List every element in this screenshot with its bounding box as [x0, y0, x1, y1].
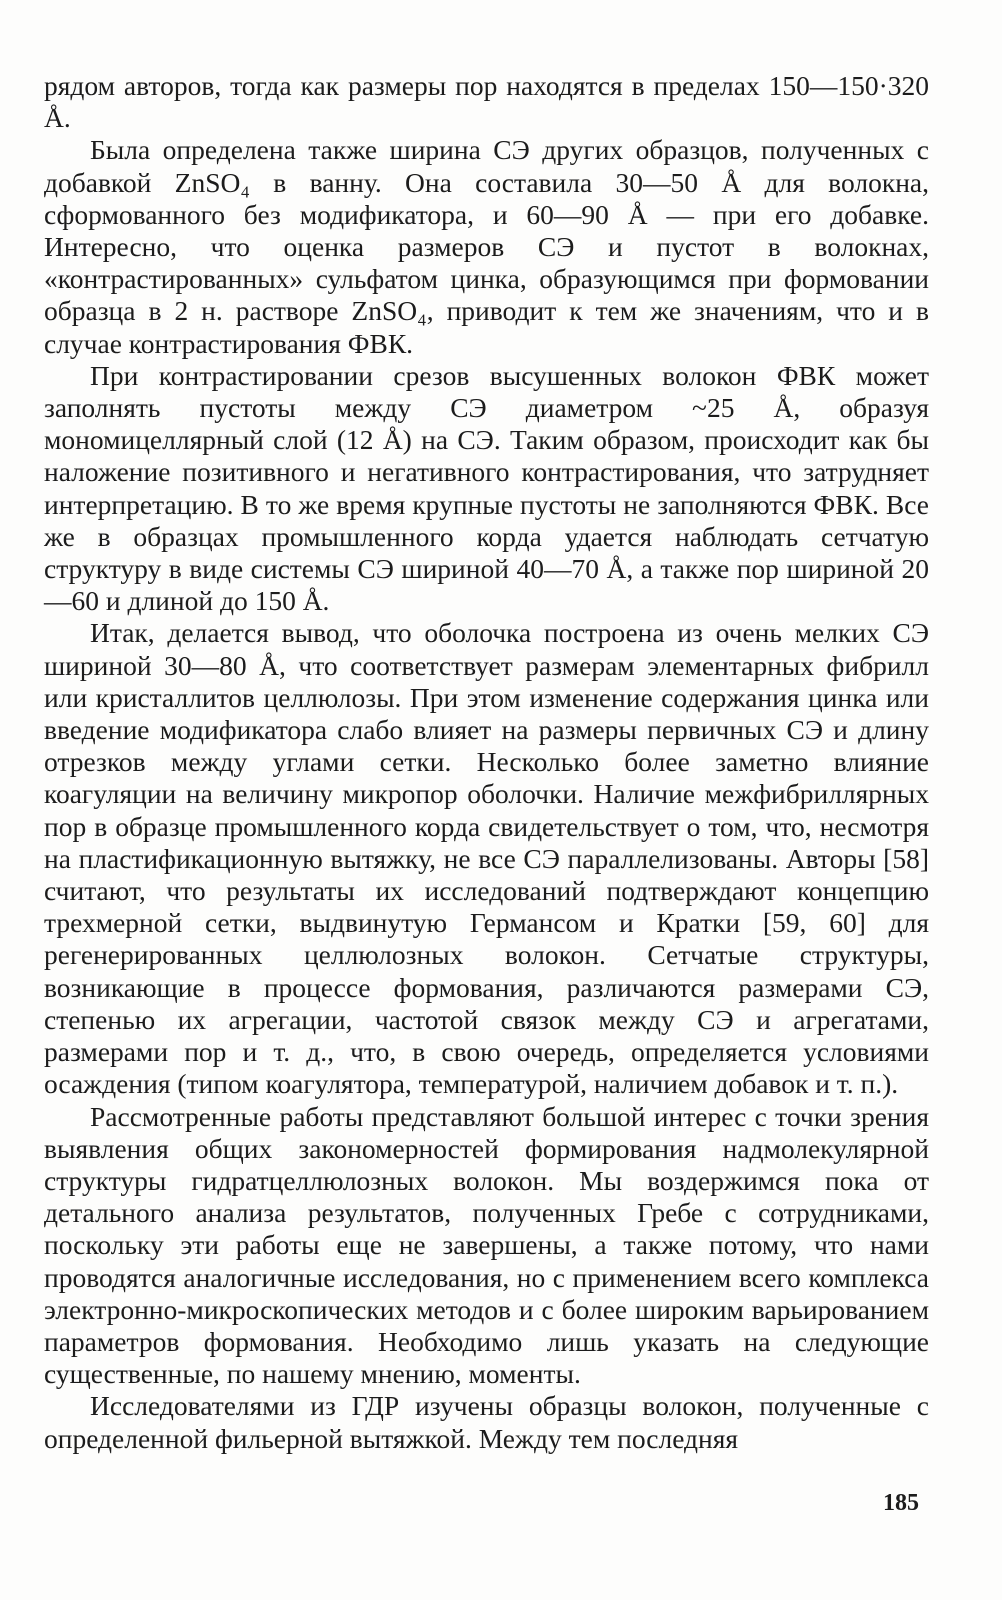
- paragraph-2: Была определена также ширина СЭ других образцов, полученных с добавкой ZnSO₄ в ванну. Она составила 30—50 Å для волокна, сформованного без модификатора, и 60—90 Å — при его добавке. Интересно, что оценка размеров СЭ и пустот в волокнах, «контрастированных» сульфатом цинка, образующимся при формовании образца в 2 н. растворе ZnSO₄, приводит к тем же значениям, что и в случае контрастирования ФВК.: [44, 134, 929, 359]
- body-text: [44, 70, 929, 1455]
- paragraph-3: При контрастировании срезов высушенных волокон ФВК может заполнять пустоты между СЭ диаметром ~25 Å, образуя мономицеллярный слой (12 Å) на СЭ. Таким образом, происходит как бы наложение позитивного и негативного контрастирования, что затрудняет интерпретацию. В то же время крупные пустоты не заполняются ФВК. Все же в образцах промышленного корда удается наблюдать сетчатую структуру в виде системы СЭ шириной 40—70 Å, а также пор шириной 20—60 и длиной до 150 Å.: [44, 359, 929, 617]
- page-number: 185: [883, 1490, 919, 1516]
- paragraph-5: Рассмотренные работы представляют большой интерес с точки зрения выявления общих закономерностей формирования надмолекулярной структуры гидратцеллюлозных волокон. Мы воздержимся пока от детального анализа результатов, полученных Гребе с сотрудниками, поскольку эти работы еще не завершены, а также потому, что нами проводятся аналогичные исследования, но с применением всего комплекса электронно-микроскопических методов и с более широким варьированием параметров формования. Необходимо лишь указать на следующие существенные, по нашему мнению, моменты.: [44, 1100, 929, 1390]
- paragraph-4: Итак, делается вывод, что оболочка построена из очень мелких СЭ шириной 30—80 Å, что соответствует размерам элементарных фибрилл или кристаллитов целлюлозы. При этом изменение содержания цинка или введение модификатора слабо влияет на размеры первичных СЭ и длину отрезков между углами сетки. Несколько более заметно влияние коагуляции на величину микропор оболочки. Наличие межфибриллярных пор в образце промышленного корда свидетельствует о том, что, несмотря на пластификационную вытяжку, не все СЭ параллелизованы. Авторы [58] считают, что результаты их исследований подтверждают концепцию трехмерной сетки, выдвинутую Германсом и Кратки [59, 60] для регенерированных целлюлозных волокон. Сетчатые структуры, возникающие в процессе формования, различаются размерами СЭ, степенью их агрегации, частотой связок между СЭ и агрегатами, размерами пор и т. д., что, в свою очередь, определяется условиями осаждения (типом коагулятора, температурой, наличием добавок и т. п.).: [44, 617, 929, 1100]
- paragraph-6: Исследователями из ГДР изучены образцы волокон, полученные с определенной фильерной вытяжкой. Между тем последняя: [44, 1390, 929, 1454]
- paragraph-1: рядом авторов, тогда как размеры пор находятся в пределах 150—150·320 Å.: [44, 70, 929, 134]
